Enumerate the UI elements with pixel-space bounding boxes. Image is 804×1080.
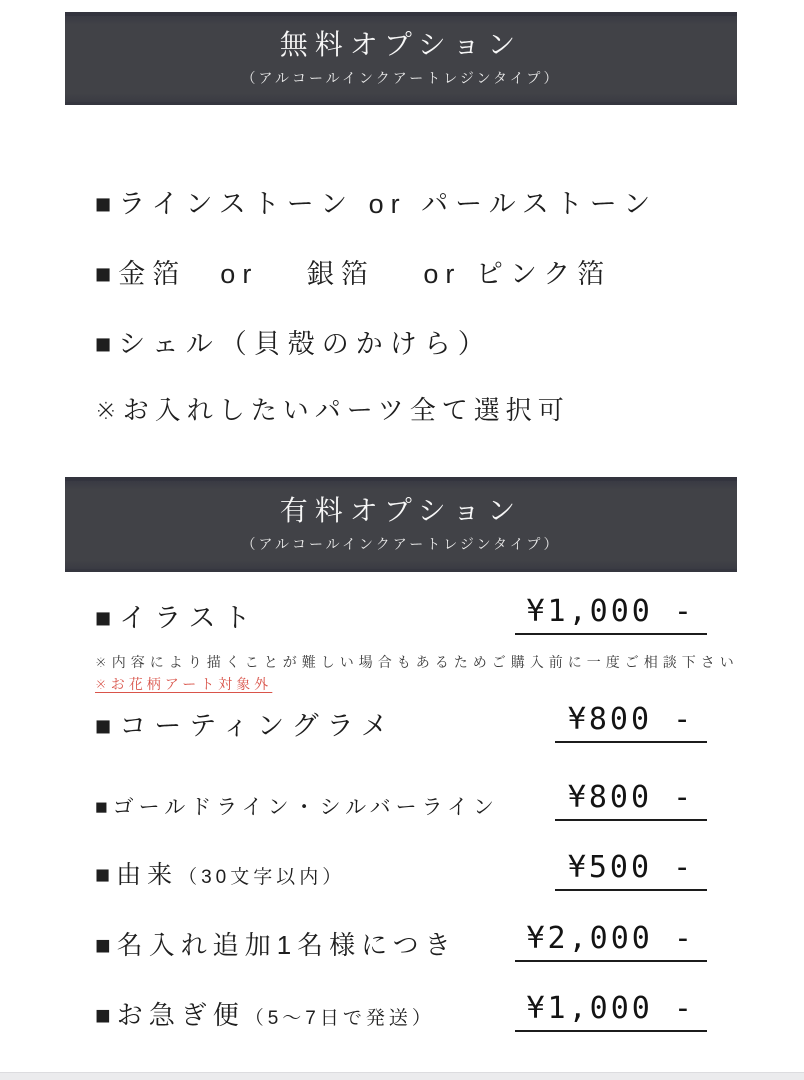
paid-options-header <box>65 477 737 572</box>
paid-row-express-shipping <box>95 991 707 1032</box>
paid-row-illustration <box>95 594 707 635</box>
item-label: ■イラスト <box>95 603 259 633</box>
item-price: ¥1,000 - <box>515 991 708 1032</box>
item-price: ¥1,000 - <box>515 594 708 635</box>
free-options-title: 無料オプション <box>279 29 523 61</box>
free-option-shell: ■シェル（貝殻のかけら） <box>95 329 492 359</box>
item-label: ■お急ぎ便 <box>95 1000 245 1030</box>
item-price: ¥500 - <box>555 850 707 891</box>
paid-row-coating-glitter <box>95 702 707 743</box>
illustration-exclusion-note: ※お花柄アート対象外 <box>95 676 273 692</box>
item-label: ■由来 <box>95 861 179 889</box>
item-label-detail: （5～7日で発送） <box>244 1008 435 1029</box>
item-label: ■ゴールドライン・シルバーライン <box>95 796 500 819</box>
item-price: ¥800 - <box>555 780 707 821</box>
item-label: ■コーティングラメ <box>95 711 396 741</box>
paid-options-title: 有料オプション <box>279 495 523 527</box>
item-price: ¥2,000 - <box>515 921 708 962</box>
paid-row-gold-silver-line <box>95 780 707 821</box>
free-options-subtitle: （アルコールインクアートレジンタイプ） <box>241 69 561 86</box>
item-label-detail: （30文字以内） <box>178 867 346 888</box>
bottom-edge-strip <box>0 1072 804 1080</box>
free-option-foil: ■金箔 or 銀箔 or ピンク箔 <box>95 259 612 289</box>
item-label: ■名入れ追加1名様につき <box>95 930 457 960</box>
illustration-consult-note: ※内容により描くことが難しい場合もあるためご購入前に一度ご相談下さい <box>95 654 739 670</box>
free-options-note: ※お入れしたいパーツ全て選択可 <box>95 395 570 425</box>
free-option-rhinestone: ■ラインストーン or パールストーン <box>95 189 658 219</box>
paid-row-name-addition <box>95 921 707 962</box>
item-price: ¥800 - <box>555 702 707 743</box>
paid-options-subtitle: （アルコールインクアートレジンタイプ） <box>241 535 561 552</box>
free-options-header <box>65 12 737 105</box>
paid-row-origin-text <box>95 850 707 891</box>
